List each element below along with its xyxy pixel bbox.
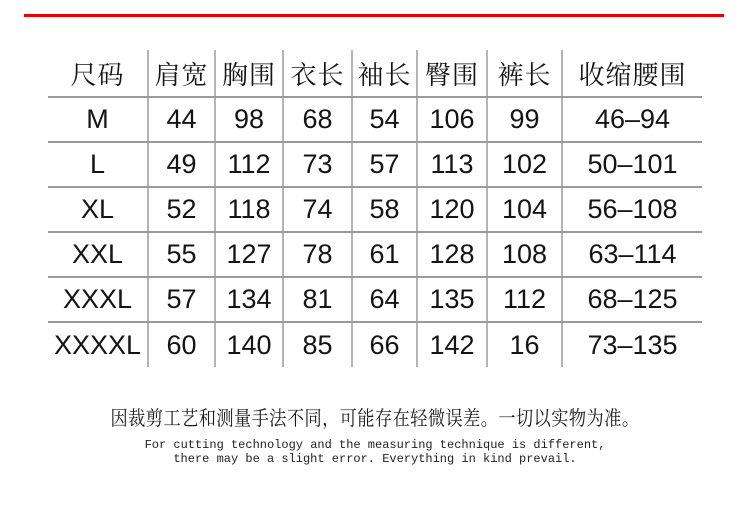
table-row	[48, 97, 702, 142]
column-header-pants-length: 裤长	[487, 50, 562, 97]
cell: 128	[417, 232, 487, 277]
size-chart-table	[48, 50, 702, 367]
size-label-cell: XXL	[48, 232, 148, 277]
size-label-cell: M	[48, 97, 148, 142]
cell: 60	[148, 322, 215, 367]
table-row	[48, 322, 702, 367]
cell: 118	[215, 187, 283, 232]
cell: 46–94	[562, 97, 702, 142]
disclaimer-english	[0, 438, 750, 466]
disclaimer-english-line2: there may be a slight error. Everything in kind prevail.	[173, 452, 577, 466]
column-header-stretch-waist: 收缩腰围	[562, 50, 702, 97]
column-header-size: 尺码	[48, 50, 148, 97]
cell: 68	[283, 97, 352, 142]
red-divider-line	[24, 14, 724, 17]
cell: 50–101	[562, 142, 702, 187]
column-header-shoulder-width: 肩宽	[148, 50, 215, 97]
cell: 73–135	[587, 329, 678, 360]
cell: 102	[487, 142, 562, 187]
table-row	[48, 187, 702, 232]
cell: 112	[487, 277, 562, 322]
cell: 54	[352, 97, 417, 142]
table-row	[48, 142, 702, 187]
cell: 140	[215, 322, 283, 367]
header-row	[48, 50, 702, 97]
table-row	[48, 232, 702, 277]
cell: 64	[352, 277, 417, 322]
cell: 78	[283, 232, 352, 277]
cell: 81	[283, 277, 352, 322]
cell: 120	[417, 187, 487, 232]
cell: 112	[215, 142, 283, 187]
column-header-chest: 胸围	[215, 50, 283, 97]
cell: 85	[283, 322, 352, 367]
column-header-sleeve-length: 袖长	[352, 50, 417, 97]
cell: 74	[283, 187, 352, 232]
disclaimer-chinese: 因裁剪工艺和测量手法不同，可能存在轻微误差。一切以实物为准。	[110, 408, 640, 430]
cell: 135	[417, 277, 487, 322]
size-label-cell: XXXL	[48, 277, 148, 322]
cell: 56–108	[562, 187, 702, 232]
cell: 108	[487, 232, 562, 277]
disclaimer-english-line1: For cutting technology and the measuring technique is different,	[144, 438, 606, 452]
cell: 55	[148, 232, 215, 277]
cell: 134	[215, 277, 283, 322]
cell: 73	[283, 142, 352, 187]
cell: 127	[215, 232, 283, 277]
cell: 113	[417, 142, 487, 187]
column-header-hip: 臀围	[417, 50, 487, 97]
cell: 98	[215, 97, 283, 142]
column-header-garment-length: 衣长	[283, 50, 352, 97]
cell: 57	[148, 277, 215, 322]
cell: 49	[148, 142, 215, 187]
cell: 16	[487, 322, 562, 367]
cell: 104	[487, 187, 562, 232]
cell: 61	[352, 232, 417, 277]
cell: 142	[417, 322, 487, 367]
cell: 44	[148, 97, 215, 142]
size-label-cell: L	[48, 142, 148, 187]
cell: 99	[487, 97, 562, 142]
cell: 57	[352, 142, 417, 187]
table-row	[48, 277, 702, 322]
size-label-cell: XXXXL	[48, 322, 148, 367]
cell: 106	[417, 97, 487, 142]
size-label-cell: XL	[48, 187, 148, 232]
cell: 58	[352, 187, 417, 232]
cell: 63–114	[562, 232, 702, 277]
cell: 66	[352, 322, 417, 367]
cell: 52	[148, 187, 215, 232]
cell: 68–125	[562, 277, 702, 322]
